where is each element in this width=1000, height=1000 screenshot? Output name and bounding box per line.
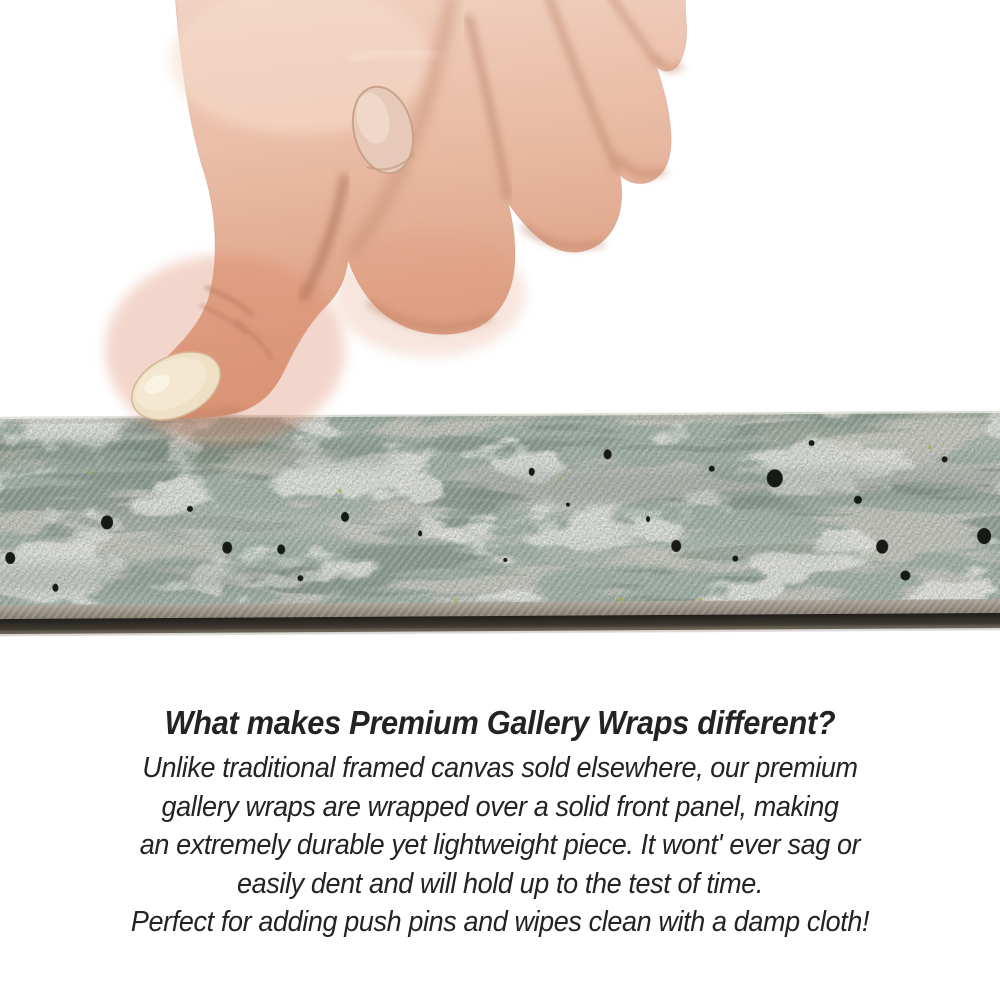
- body-line-1: Unlike traditional framed canvas sold elsewhere, our premium: [142, 752, 858, 784]
- body-line-3: an extremely durable yet lightweight piece. It wont' ever sag or: [139, 829, 861, 861]
- body-line-4: easily dent and will hold up to the test of time.: [236, 867, 763, 900]
- canvas-edge-strip: [0, 410, 1000, 636]
- marketing-copy: [35, 701, 965, 942]
- canvas-grain: [0, 411, 1000, 613]
- headline: What makes Premium Gallery Wraps different?: [164, 704, 836, 741]
- index-tip-tint: [335, 233, 525, 357]
- hand-photo: [105, 0, 687, 445]
- body-line-2: gallery wraps are wrapped over a solid front panel, making: [161, 790, 839, 823]
- body-line-5: Perfect for adding push pins and wipes clean with a damp cloth!: [130, 906, 870, 938]
